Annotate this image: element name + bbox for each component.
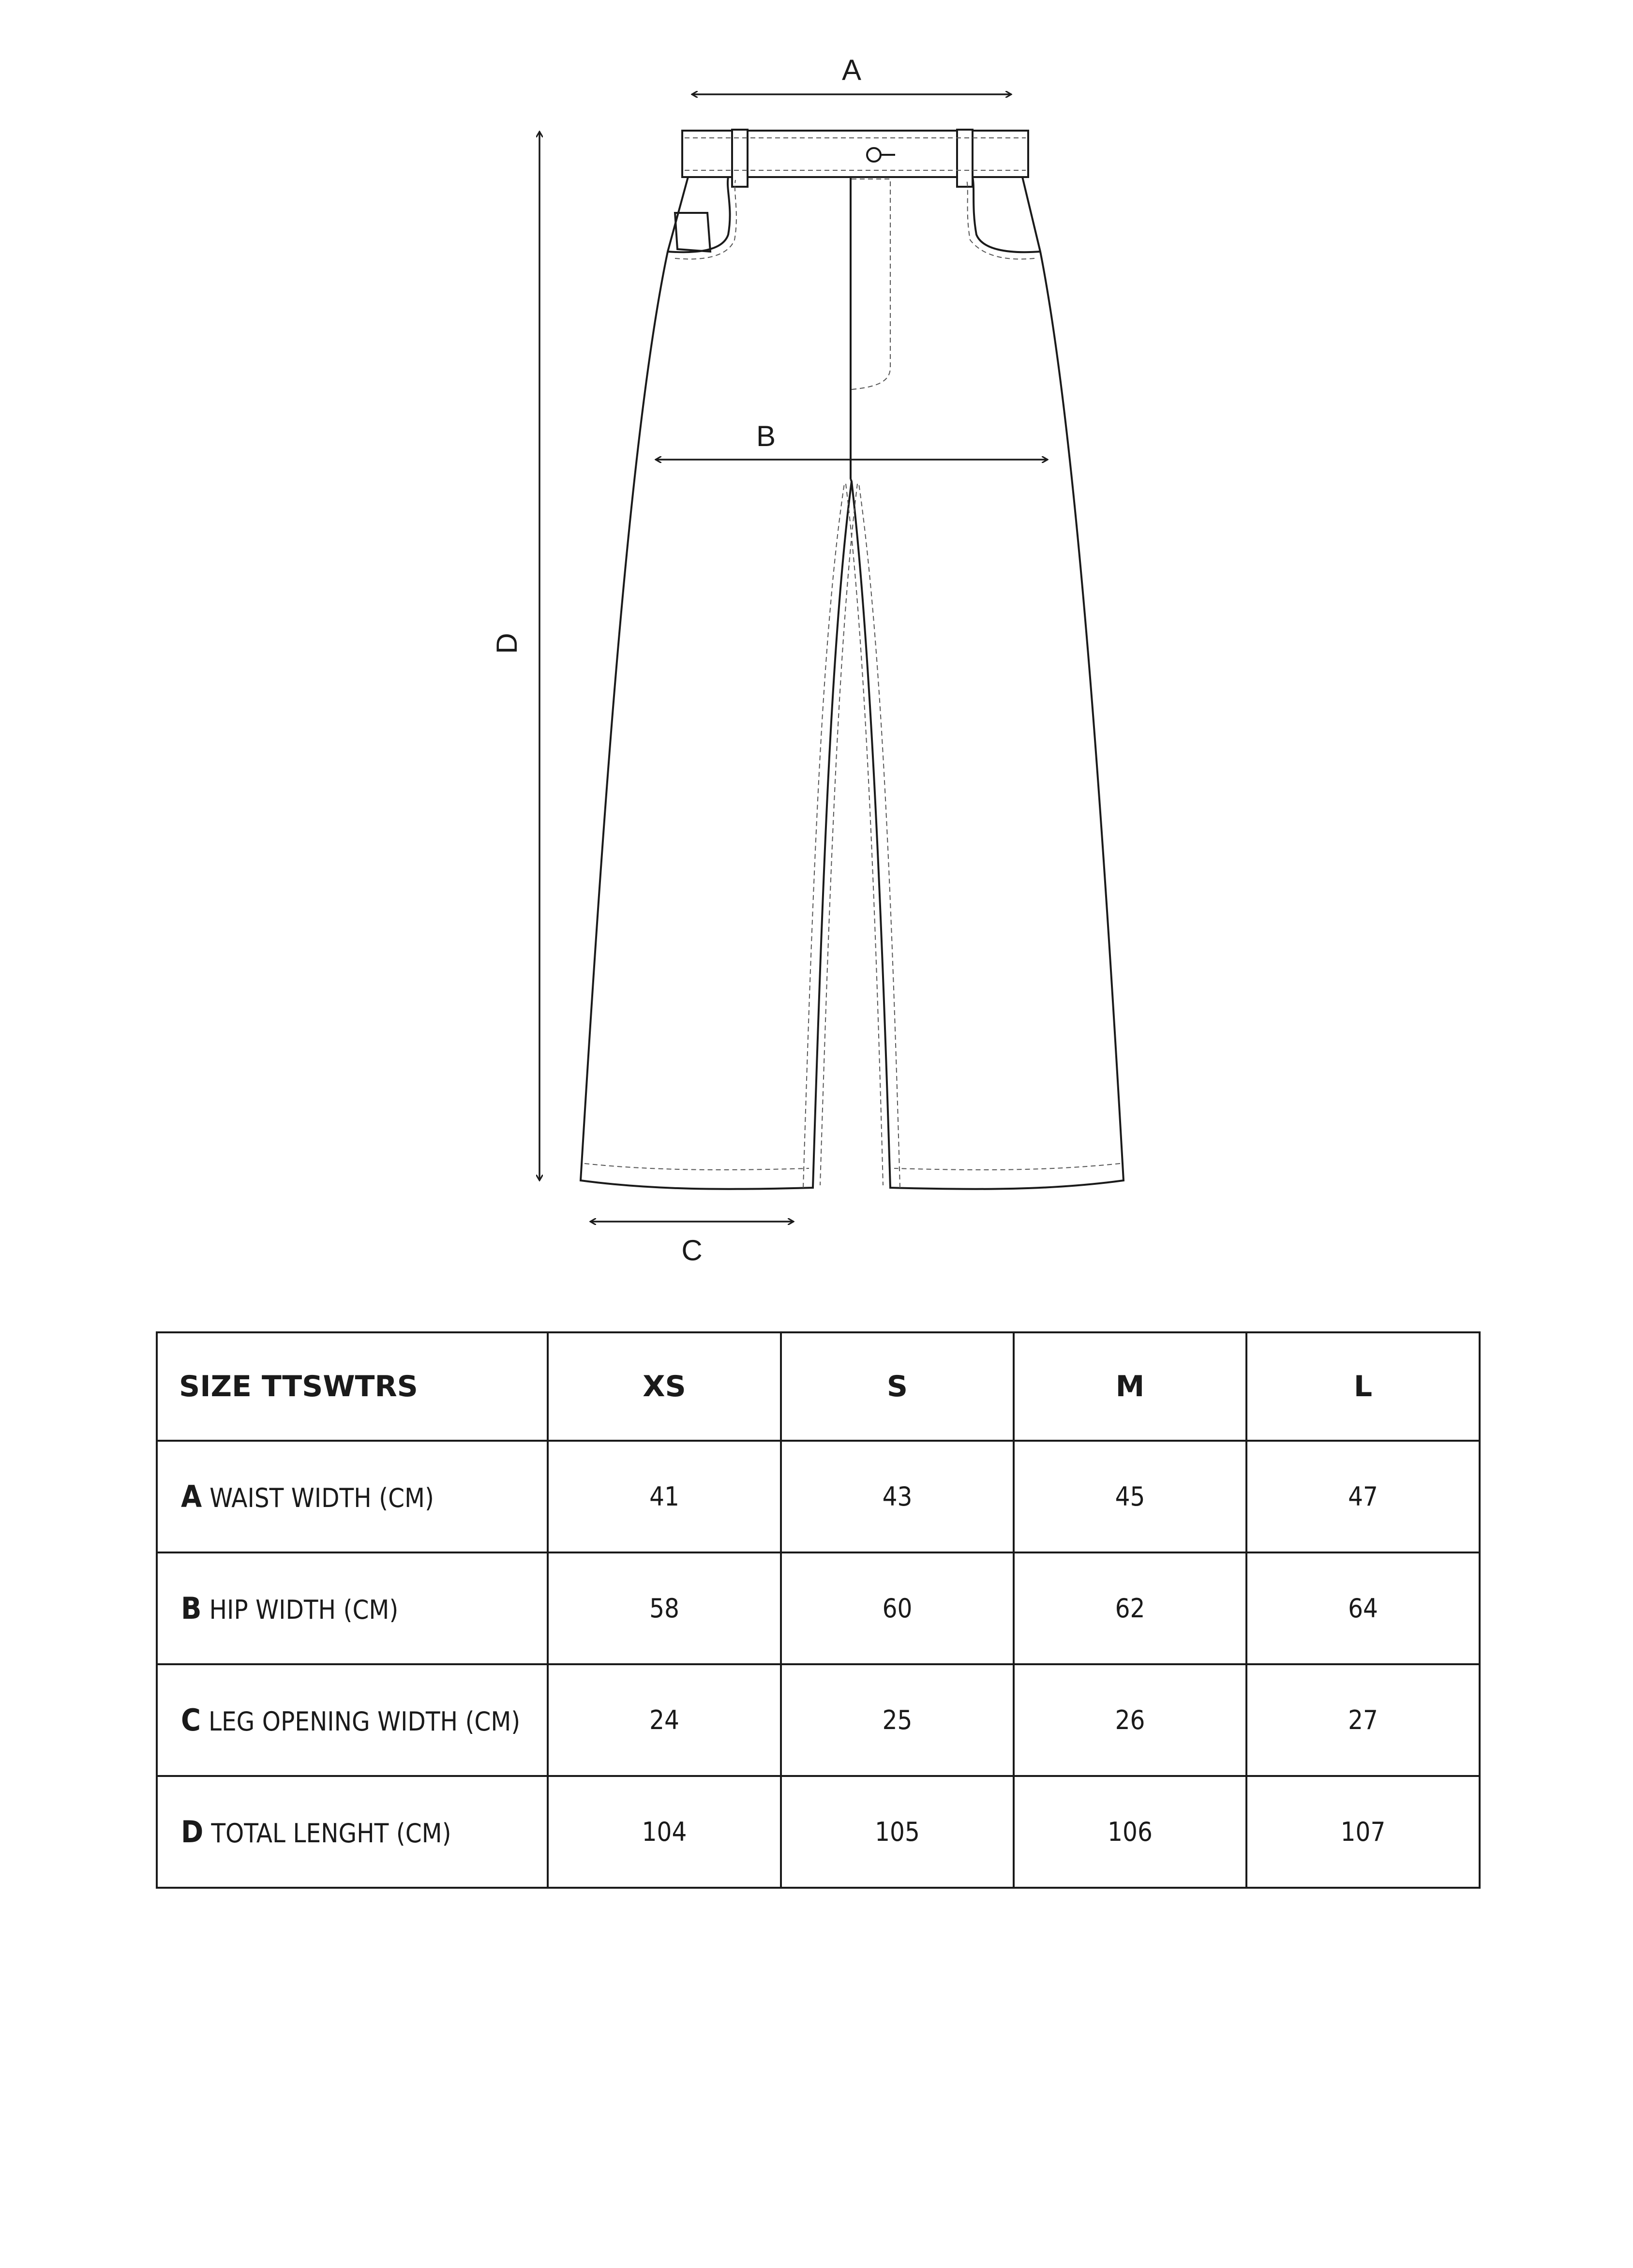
label-b: B <box>756 420 776 452</box>
table-cell: 58 <box>548 1552 781 1664</box>
row-label-text: WAIST WIDTH (CM) <box>210 1483 434 1513</box>
table-row-total-length <box>157 1776 1480 1888</box>
row-label <box>157 1552 548 1664</box>
table-cell: 104 <box>548 1776 781 1888</box>
table-title: SIZE TTSWTRS <box>157 1332 548 1441</box>
row-letter: B <box>181 1591 202 1626</box>
coin-pocket <box>675 213 710 252</box>
size-header-xs: XS <box>548 1332 781 1441</box>
size-header-l: L <box>1246 1332 1480 1441</box>
table-cell: 43 <box>781 1441 1014 1552</box>
table-cell: 47 <box>1246 1441 1480 1552</box>
table-cell: 25 <box>781 1664 1014 1776</box>
table-cell: 41 <box>548 1441 781 1552</box>
table-cell: 64 <box>1246 1552 1480 1664</box>
table-cell: 60 <box>781 1552 1014 1664</box>
pocket-right <box>973 177 1040 252</box>
trousers-outline <box>581 130 1124 1189</box>
table-cell: 24 <box>548 1664 781 1776</box>
row-label-text: TOTAL LENGHT (CM) <box>211 1818 451 1849</box>
table-cell: 27 <box>1246 1664 1480 1776</box>
size-header-s: S <box>781 1332 1014 1441</box>
table-row-hip <box>157 1552 1480 1664</box>
row-letter: C <box>181 1702 201 1738</box>
label-a: A <box>841 54 862 86</box>
table-row-waist <box>157 1441 1480 1552</box>
row-letter: D <box>181 1814 204 1850</box>
size-chart-table <box>156 1331 1481 1889</box>
row-label <box>157 1441 548 1552</box>
label-d: D <box>491 633 523 654</box>
row-letter: A <box>181 1479 202 1514</box>
table-cell: 106 <box>1014 1776 1246 1888</box>
dimension-lines <box>539 94 1048 1222</box>
table-cell: 62 <box>1014 1552 1246 1664</box>
leg-left <box>581 177 852 1189</box>
table-row-leg-opening <box>157 1664 1480 1776</box>
table-header-row <box>157 1332 1480 1441</box>
row-label <box>157 1776 548 1888</box>
stitching <box>584 138 1120 1188</box>
leg-right <box>852 177 1124 1189</box>
table-cell: 107 <box>1246 1776 1480 1888</box>
row-label <box>157 1664 548 1776</box>
table-cell: 45 <box>1014 1441 1246 1552</box>
row-label-text: LEG OPENING WIDTH (CM) <box>208 1706 521 1737</box>
table-cell: 105 <box>781 1776 1014 1888</box>
row-label-text: HIP WIDTH (CM) <box>209 1595 399 1625</box>
size-header-m: M <box>1014 1332 1246 1441</box>
label-c: C <box>681 1234 703 1267</box>
table-cell: 26 <box>1014 1664 1246 1776</box>
